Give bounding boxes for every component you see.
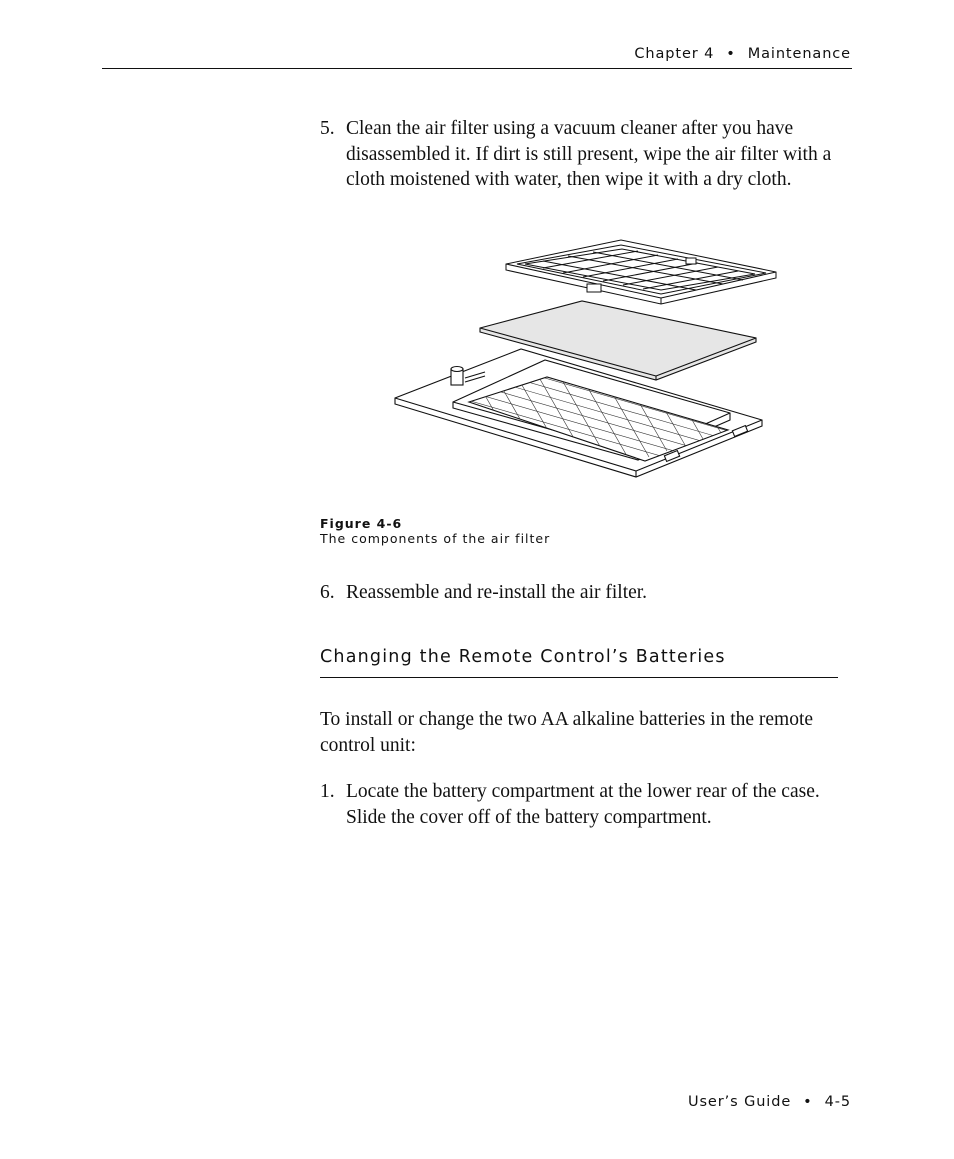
filter-base-plate — [395, 349, 762, 477]
section-intro: To install or change the two AA alkaline batteries in the remote control unit: — [320, 709, 814, 756]
step-number: 1. — [320, 781, 335, 802]
step-number: 5. — [320, 118, 335, 139]
header-section: Maintenance — [747, 46, 851, 62]
step-text: Clean the air filter using a vacuum cleaner after you have disassembled it. If dirt is still present, wipe the air filter with a cloth moistened with water, then wipe it with a dry cloth. — [346, 118, 832, 190]
header-rule — [102, 68, 852, 69]
header-bullet: • — [726, 46, 736, 62]
step-1 — [320, 779, 855, 830]
footer-guide: User’s Guide — [687, 1094, 792, 1110]
running-footer — [688, 1094, 851, 1110]
air-filter-exploded-diagram — [393, 236, 781, 478]
step-text: Reassemble and re-install the air filter. — [346, 582, 648, 603]
figure-label: Figure 4-6 — [320, 516, 403, 531]
running-header — [634, 46, 851, 62]
step-text: Locate the battery compartment at the lower rear of the case. Slide the cover off of the battery compartment. — [346, 781, 820, 828]
filter-top-frame — [506, 240, 776, 304]
step-5 — [320, 116, 855, 193]
section-rule — [320, 677, 838, 678]
step-6 — [320, 580, 855, 606]
step-number: 6. — [320, 582, 335, 603]
footer-bullet: • — [803, 1094, 813, 1110]
section-heading: Changing the Remote Control’s Batteries — [320, 647, 726, 667]
figure-caption: The components of the air filter — [320, 531, 551, 546]
air-filter-figure — [393, 236, 781, 478]
page-number: 4-5 — [824, 1094, 851, 1110]
header-chapter: Chapter 4 — [634, 46, 715, 62]
